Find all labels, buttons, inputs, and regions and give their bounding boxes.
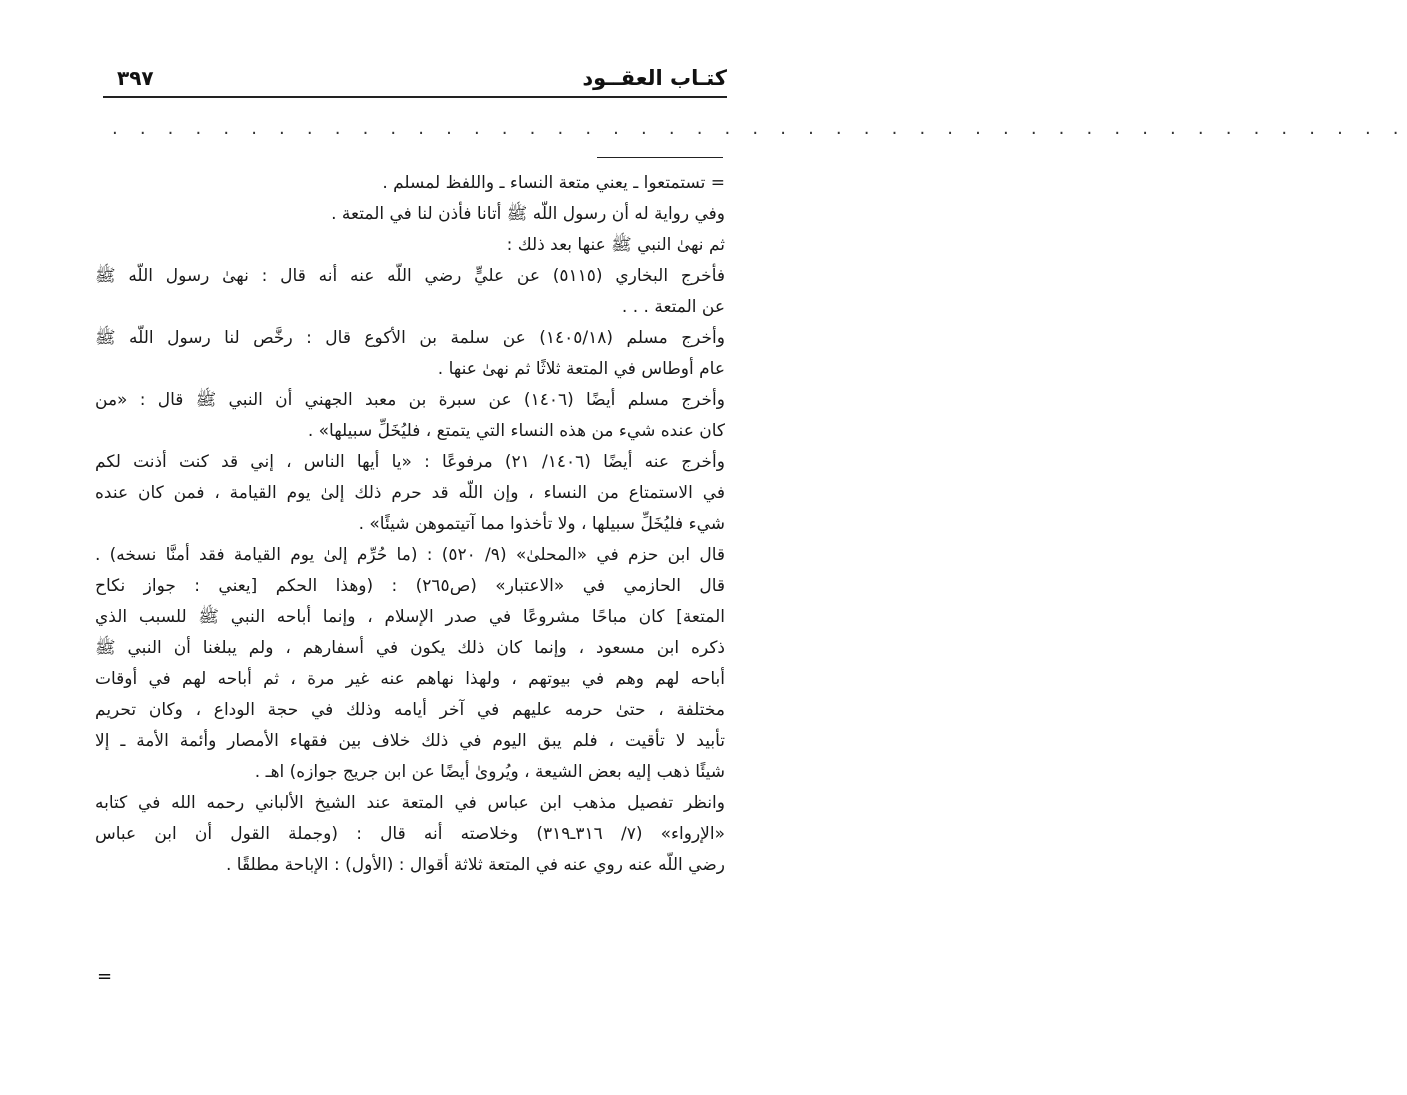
text-line: قال ابن حزم في «المحلىٰ» (٩/ ٥٢٠) : (ما حُرِّم إلىٰ يوم القيامة فقد أمنَّا نسخه) .: [95, 545, 726, 565]
text-line: رضي اللّه عنه روي عنه في المتعة ثلاثة أقوال : (الأول) : الإباحة مطلقًا .: [225, 855, 725, 875]
page-number: ٣٩٧: [117, 66, 154, 90]
text-line: في الاستمتاع من النساء ، وإن اللّه قد حرم ذلك إلىٰ يوم القيامة ، فمن كان عنده: [95, 483, 725, 503]
text-line: = تستمتعوا ـ يعني متعة النساء ـ واللفظ لمسلم .: [382, 173, 725, 193]
text-line: وأخرج عنه أيضًا (١٤٠٦/ ٢١) مرفوعًا : «يا أيها الناس ، إني قد كنت أذنت لكم: [95, 452, 725, 472]
text-line: المتعة] كان مباحًا مشروعًا في صدر الإسلام ، وإنما أباحه النبي ﷺ للسبب الذي: [95, 607, 725, 627]
text-line: عام أوطاس في المتعة ثلاثًا ثم نهىٰ عنها .: [437, 359, 725, 379]
text-line: وانظر تفصيل مذهب ابن عباس في المتعة عند الشيخ الألباني رحمه الله في كتابه: [95, 793, 725, 813]
footnote-dotted-separator: . . . . . . . . . . . . . . . . . . . . . . . . . . . . . . . . . . . . . . . . . . . . . . .: [112, 118, 1407, 139]
continuation-mark: =: [97, 966, 113, 987]
text-line: أباحه لهم وهم في بيوتهم ، ولهذا نهاهم عنه غير مرة ، ثم أباحه لهم في أوقات: [95, 669, 725, 689]
running-title: كتـاب العقــود: [582, 66, 727, 90]
text-line: ذكره ابن مسعود ، وإنما كان ذلك يكون في أسفارهم ، ولم يبلغنا أن النبي ﷺ: [95, 638, 725, 658]
footnote-text: [95, 168, 725, 881]
text-line: شيئًا ذهب إليه بعض الشيعة ، ويُروىٰ أيضًا عن ابن جريج جوازه) اهـ .: [254, 762, 725, 782]
text-line: عن المتعة . . .: [621, 297, 725, 317]
page-header: [103, 60, 727, 98]
text-line: وأخرج مسلم أيضًا (١٤٠٦) عن سبرة بن معبد الجهني أن النبي ﷺ قال : «من: [95, 390, 725, 410]
text-line: ثم نهىٰ النبي ﷺ عنها بعد ذلك :: [506, 235, 725, 255]
text-line: وفي رواية له أن رسول اللّه ﷺ أتانا فأذن لنا في المتعة .: [331, 204, 725, 224]
text-line: وأخرج مسلم (١٤٠٥/١٨) عن سلمة بن الأكوع قال : رخَّص لنا رسول اللّه ﷺ: [95, 328, 725, 348]
text-line: قال الحازمي في «الاعتبار» (ص٢٦٥) : (وهذا الحكم [يعني : جواز نكاح: [95, 576, 725, 596]
text-line: مختلفة ، حتىٰ حرمه عليهم في آخر أيامه وذلك في حجة الوداع ، وكان تحريم: [95, 700, 725, 720]
text-line: تأبيد لا تأقيت ، فلم يبق اليوم في ذلك خلاف بين فقهاء الأمصار وأئمة الأمة ـ إلا: [95, 731, 725, 751]
text-line: شيء فليُخَلِّ سبيلها ، ولا تأخذوا مما آتيتموهن شيئًا» .: [358, 514, 725, 534]
footnote-rule: [597, 157, 723, 158]
text-line: كان عنده شيء من هذه النساء التي يتمتع ، فليُخَلِّ سبيلها» .: [307, 421, 725, 441]
text-line: «الإرواء» (٧/ ٣١٦ـ٣١٩) وخلاصته أنه قال : (وجملة القول أن ابن عباس: [95, 824, 725, 844]
text-line: فأخرج البخاري (٥١١٥) عن عليٍّ رضي اللّه عنه أنه قال : نهىٰ رسول اللّه ﷺ: [95, 266, 725, 286]
